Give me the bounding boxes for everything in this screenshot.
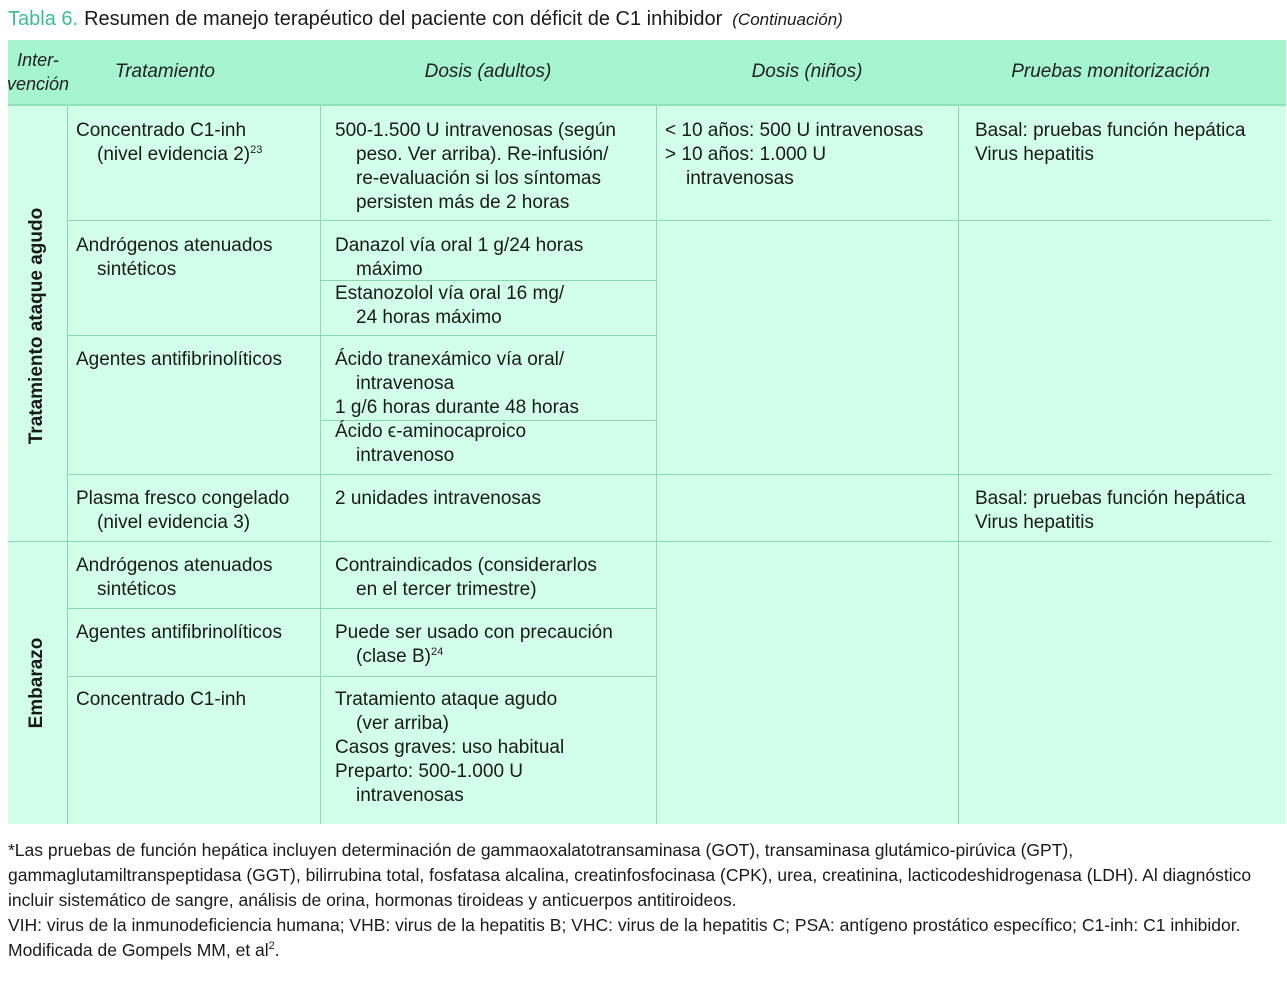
- group-divider: [8, 541, 1271, 542]
- cell-treatment: Concentrado C1-inh: [76, 689, 247, 710]
- source-note: Modificada de Gompels MM, et $al^2$.: [8, 940, 280, 960]
- reference-superscript: 23: [250, 144, 263, 156]
- col-divider: [320, 106, 321, 824]
- cell-treatment: Agentes antifibrinolíticos: [76, 349, 282, 370]
- table-header: [8, 40, 1286, 106]
- footnote: VIH: virus de la inmunodeficiencia humana; VHB: virus de la hepatitis B; VHC: virus de la hepatitis C; PSA: antígeno prostático específico; C1-inh: C1 inhibidor.: [8, 915, 1241, 935]
- row-divider: [67, 608, 656, 609]
- group-label-acute: Tratamiento ataque agudo: [26, 207, 47, 445]
- footnote: *Las pruebas de función hepática incluyen determinación de gammaoxalatotransaminasa (GOT), transaminasa glutámico-pirúvica (GPT), gammaglutamiltranspeptidasa (GGT), bilirrubina total, fosfatasa alcalina, creatinfosfocinasa (CPK), urea, creatinina, lacticodeshidrogenasa (LDH). Al diagnóstico incluir sistemático de sangre, análisis de orina, hormonas tiroideas y anticuerpos antitiroideos.: [8, 840, 1252, 910]
- header-dose-children: Dosis (niños): [751, 61, 863, 82]
- cell-treatment: Andrógenos atenuados sintéticos: [76, 555, 273, 600]
- col-divider: [656, 106, 657, 824]
- cell-dose-adults: Ácido ϵ-aminocaproico intravenoso: [335, 421, 527, 466]
- cell-dose-children: < 10 años: 500 U intravenosas > 10 años: 1.000 U intravenosas: [665, 120, 924, 189]
- col-divider: [67, 106, 68, 824]
- cell-dose-adults: Contraindicados (considerarlos en el tercer trimestre): [335, 555, 597, 600]
- cell-dose-adults: Tratamiento ataque agudo (ver arriba) Casos graves: uso habitual Preparto: 500-1.000 U intravenosas: [335, 689, 565, 806]
- cell-treatment: Agentes antifibrinolíticos: [76, 622, 282, 643]
- cell-dose-adults: 500-1.500 U intravenosas (según peso. Ver arriba). Re-infusión/ re-evaluación si los síntomas persisten más de 2 horas: [335, 120, 616, 213]
- group-label-pregnancy: Embarazo: [26, 637, 47, 729]
- col-divider: [958, 106, 959, 824]
- reference-superscript: 2: [268, 940, 275, 952]
- cell-treatment: Concentrado C1-inh (nivel evidencia 2)$^{23}$: [76, 120, 263, 165]
- cell-dose-adults: Puede ser usado con precaución (clase B)$^{24}$: [335, 622, 613, 667]
- header-intervention: Inter- vención: [6, 50, 70, 94]
- row-divider: [67, 474, 1271, 475]
- table-label: Tabla 6.: [8, 8, 79, 30]
- cell-monitoring: Basal: pruebas función hepática Virus hepatitis: [975, 120, 1246, 165]
- table-footnotes: [8, 838, 1283, 963]
- row-divider: [67, 220, 1271, 221]
- cell-monitoring: Basal: pruebas función hepática Virus hepatitis: [975, 488, 1246, 533]
- row-divider: [67, 676, 656, 677]
- treatment-table: [8, 40, 1286, 824]
- header-monitoring: Pruebas monitorización: [1011, 61, 1210, 82]
- cell-dose-adults: 2 unidades intravenosas: [335, 488, 541, 509]
- cell-treatment: Plasma fresco congelado (nivel evidencia 3): [76, 488, 290, 533]
- reference-superscript: 24: [430, 646, 444, 658]
- table-continuation: (Continuación): [732, 10, 843, 29]
- table-title: [8, 8, 843, 31]
- table-caption: Resumen de manejo terapéutico del paciente con déficit de C1 inhibidor: [84, 8, 723, 30]
- header-treatment: Tratamiento: [115, 61, 215, 82]
- cell-dose-adults: Ácido tranexámico vía oral/ intravenosa 1 g/6 horas durante 48 horas: [335, 349, 580, 418]
- row-divider: [67, 335, 656, 336]
- header-dose-adults: Dosis (adultos): [424, 61, 552, 82]
- cell-treatment: Andrógenos atenuados sintéticos: [76, 235, 273, 280]
- cell-dose-adults: Danazol vía oral 1 g/24 horas máximo: [335, 235, 584, 280]
- cell-dose-adults: Estanozolol vía oral 16 mg/ 24 horas máximo: [335, 283, 565, 328]
